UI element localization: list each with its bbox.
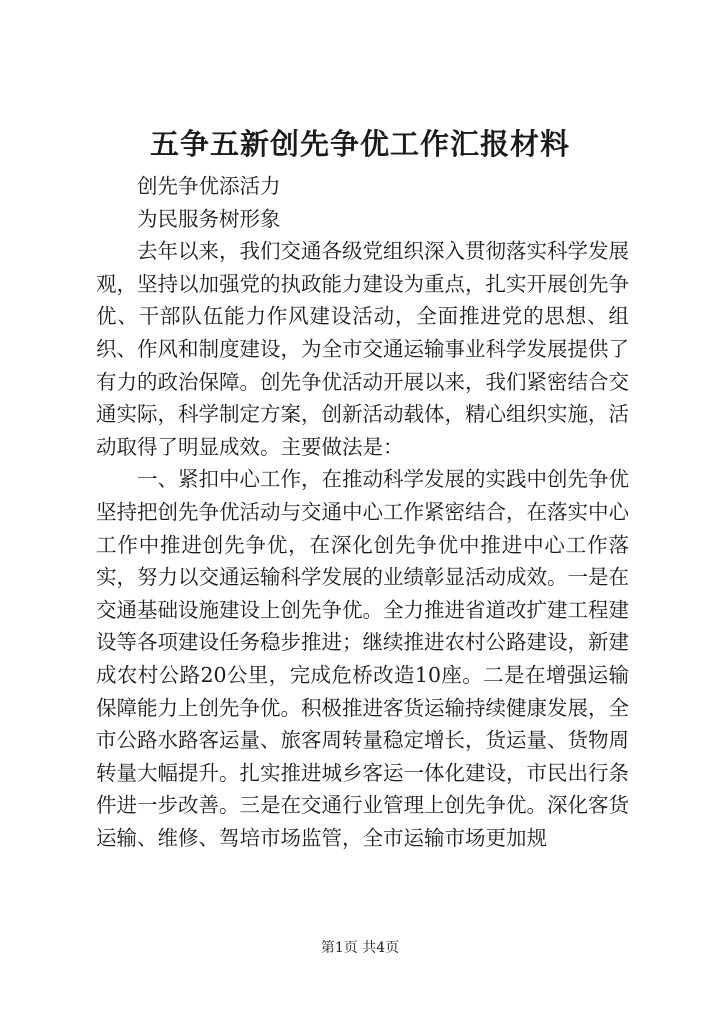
document-title: 五争五新创先争优工作汇报材料 [149, 127, 570, 161]
page-footer: 第1页 共4页 [320, 940, 400, 956]
body-paragraph: 一、紧扣中心工作，在推动科学发展的实践中创先争优坚持把创先争优活动与交通中心工作紧密结合，在落实中心工作中推进创先争优，在深化创先争优中推进中心工作落实，努力以交通运输科学发展的业绩彰显活动成效。一是在交通基础设施建设上创先争优。全力推进省道改扩建工程建设等各项建设任务稳步推进；继续推进农村公路建设，新建成农村公路20公里，完成危桥改造10座。二是在增强运输保障能力上创先争优。积极推进客货运输持续健康发展，全市公路水路客运量、旅客周转量稳定增长，货运量、货物周转量大幅提升。扎实推进城乡客运一体化建设，市民出行条件进一步改善。三是在交通行业管理上创先争优。深化客货运输、维修、驾培市场监管，全市运输市场更加规 [96, 467, 629, 850]
document-body [96, 170, 629, 854]
subtitle-line: 创先争优添活力 [137, 174, 281, 198]
body-paragraph: 去年以来，我们交通各级党组织深入贯彻落实科学发展观，坚持以加强党的执政能力建设为重点，扎实开展创先争优、干部队伍能力作风建设活动，全面推进党的思想、组织、作风和制度建设，为全市交通运输事业科学发展提供了有力的政治保障。创先争优活动开展以来，我们紧密结合交通实际，科学制定方案，创新活动载体，精心组织实施，活动取得了明显成效。主要做法是： [96, 239, 629, 459]
subtitle-line: 为民服务树形象 [137, 206, 281, 231]
